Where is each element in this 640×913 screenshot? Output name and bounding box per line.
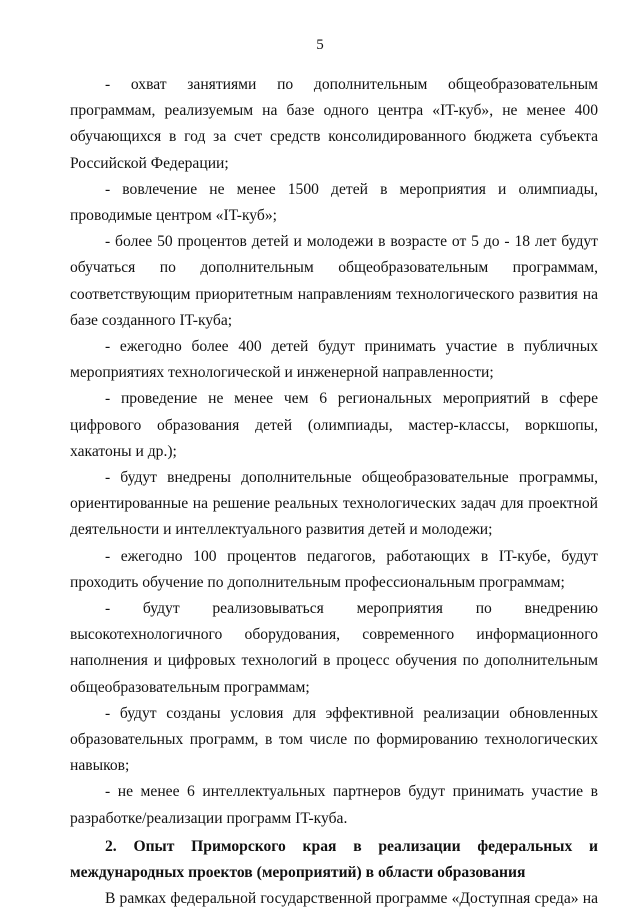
paragraph: - будут внедрены дополнительные общеобразовательные программы, ориентированные на решение реальных технологических задач для проектной деятельности и интеллектуального развития детей и молодежи;	[70, 469, 598, 539]
paragraph: - проведение не менее чем 6 региональных мероприятий в сфере цифрового образования детей (олимпиады, мастер-классы, воркшопы, хакатоны и др.);	[70, 390, 598, 460]
paragraph: - не менее 6 интеллектуальных партнеров будут принимать участие в разработке/реализации программ IT-куба.	[70, 783, 598, 827]
paragraph: - охват занятиями по дополнительным общеобразовательным программам, реализуемым на базе одного центра «IT-куб», не менее 400 обучающихся в год за счет средств консолидированного бюджета субъекта Российской Федерации;	[70, 76, 598, 172]
page-number: 5	[316, 37, 324, 53]
paragraph: - ежегодно более 400 детей будут принимать участие в публичных мероприятиях технологической и инженерной направленности;	[70, 338, 598, 382]
document-body	[70, 72, 598, 913]
paragraph: - более 50 процентов детей и молодежи в возрасте от 5 до - 18 лет будут обучаться по дополнительным общеобразовательным программам, соответствующим приоритетным направлениям технологического развития на базе созданного IT-куба;	[70, 233, 598, 329]
paragraph: - будут реализовываться мероприятия по внедрению высокотехнологичного оборудования, современного информационного наполнения и цифровых технологий в процесс обучения по дополнительным общеобразовательным программам;	[70, 600, 598, 696]
paragraph: В рамках федеральной государственной программе «Доступная среда» на	[105, 890, 598, 908]
paragraph: - ежегодно 100 процентов педагогов, работающих в IT-кубе, будут проходить обучение по дополнительным профессиональным программам;	[70, 547, 598, 591]
section-heading: 2. Опыт Приморского края в реализации федеральных и международных проектов (мероприятий) в области образования	[70, 837, 598, 882]
paragraph: - будут созданы условия для эффективной реализации обновленных образовательных программ, в том числе по формированию технологических навыков;	[70, 704, 598, 775]
paragraph: - вовлечение не менее 1500 детей в мероприятия и олимпиады, проводимые центром «IT-куб»;	[70, 180, 598, 225]
